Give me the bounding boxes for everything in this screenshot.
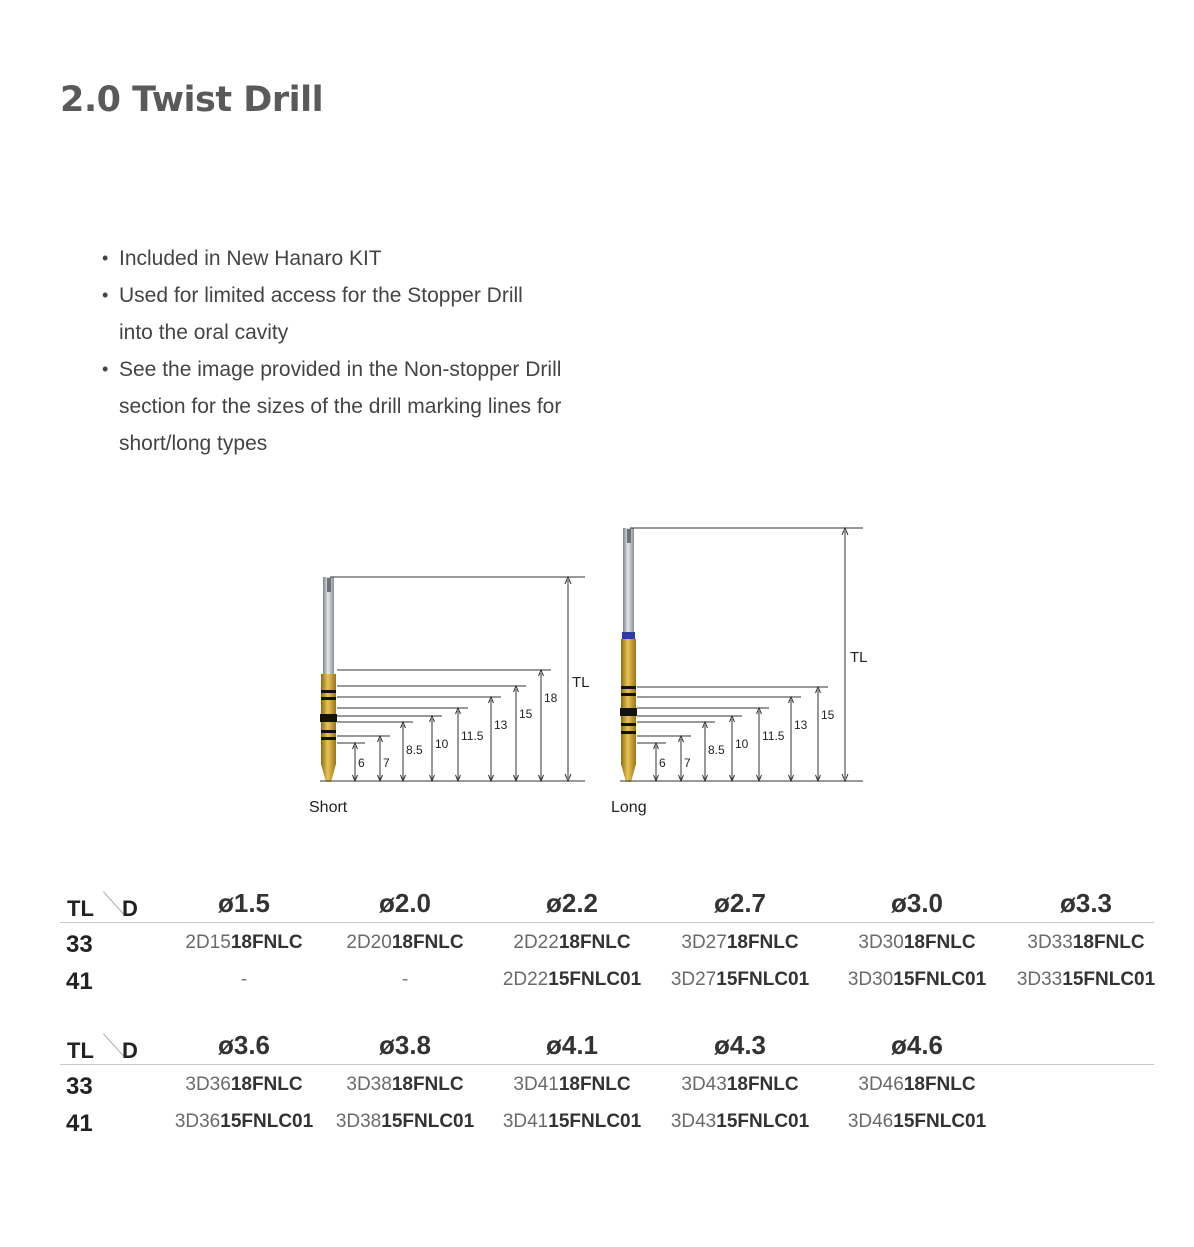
short-dimension-lines bbox=[320, 577, 585, 781]
product-code: - bbox=[240, 969, 248, 990]
diameter-header: ø4.6 bbox=[890, 1030, 944, 1060]
feature-item: • See the image provided in the Non-stopper Drill section for the sizes of the drill marking lines for short/long types bbox=[101, 351, 621, 462]
diameter-header: ø3.0 bbox=[890, 888, 944, 918]
long-tl-label: TL bbox=[850, 649, 868, 666]
product-code: 3D2715FNLC01 bbox=[670, 969, 810, 990]
d-header: D bbox=[122, 896, 138, 921]
short-mark-label: 8.5 bbox=[406, 743, 423, 757]
short-mark-label: 13 bbox=[494, 718, 508, 732]
long-mark-label: 13 bbox=[794, 718, 808, 732]
tl-value: 33 bbox=[66, 931, 93, 958]
product-code: 3D3818FNLC bbox=[346, 1074, 464, 1095]
diameter-header: ø3.8 bbox=[378, 1030, 432, 1060]
feature-item: • Used for limited access for the Stopper Drill into the oral cavity bbox=[101, 277, 621, 351]
product-code: 3D4615FNLC01 bbox=[847, 1111, 987, 1132]
long-flute bbox=[621, 639, 636, 764]
product-code: 3D3615FNLC01 bbox=[174, 1111, 314, 1132]
page-title: 2.0 Twist Drill bbox=[60, 80, 324, 120]
short-mark-label: 11.5 bbox=[461, 729, 484, 743]
product-table-1 bbox=[60, 882, 1154, 997]
short-tl-label: TL bbox=[572, 674, 590, 691]
product-code: 2D1518FNLC bbox=[185, 932, 303, 953]
short-mark-label: 6 bbox=[358, 756, 365, 770]
tl-value: 41 bbox=[66, 968, 93, 995]
product-code: 3D3315FNLC01 bbox=[1016, 969, 1156, 990]
product-code: 3D2718FNLC bbox=[681, 932, 799, 953]
diameter-header: ø2.2 bbox=[545, 888, 599, 918]
diameter-header: ø3.3 bbox=[1059, 888, 1113, 918]
header-divider bbox=[103, 1033, 124, 1056]
short-mark-label: 10 bbox=[435, 737, 449, 751]
long-drill bbox=[620, 528, 637, 782]
product-code: 3D3618FNLC bbox=[185, 1074, 303, 1095]
product-table-2 bbox=[60, 1024, 1154, 1139]
long-mark-label: 7 bbox=[684, 756, 691, 770]
tl-value: 41 bbox=[66, 1110, 93, 1137]
long-mark-label: 11.5 bbox=[762, 729, 785, 743]
product-code: 2D2218FNLC bbox=[513, 932, 631, 953]
long-shank bbox=[623, 528, 634, 632]
product-code: 3D3318FNLC bbox=[1027, 932, 1145, 953]
table-row bbox=[60, 960, 1154, 997]
product-code: 3D3815FNLC01 bbox=[335, 1111, 475, 1132]
long-drill-label: Long bbox=[611, 799, 647, 816]
tl-header: TL bbox=[67, 1038, 94, 1063]
product-code: 3D3015FNLC01 bbox=[847, 969, 987, 990]
product-code: 3D4315FNLC01 bbox=[670, 1111, 810, 1132]
short-mark-label: 18 bbox=[544, 691, 558, 705]
long-mark-label: 6 bbox=[659, 756, 666, 770]
product-code: 3D4118FNLC bbox=[513, 1074, 631, 1095]
table-header bbox=[60, 882, 1154, 923]
tl-header: TL bbox=[67, 896, 94, 921]
table-row bbox=[60, 1065, 1154, 1102]
long-mark-label: 8.5 bbox=[708, 743, 725, 757]
diameter-header: ø4.1 bbox=[545, 1030, 599, 1060]
diameter-header: ø2.7 bbox=[713, 888, 767, 918]
d-header: D bbox=[122, 1038, 138, 1063]
diameter-header: ø4.3 bbox=[713, 1030, 767, 1060]
long-mark-label: 15 bbox=[821, 708, 835, 722]
product-code: 3D3018FNLC bbox=[858, 932, 976, 953]
tl-value: 33 bbox=[66, 1073, 93, 1100]
product-code: 3D4618FNLC bbox=[858, 1074, 976, 1095]
short-drill bbox=[320, 577, 337, 782]
long-mark-label: 10 bbox=[735, 737, 749, 751]
product-code: 3D4115FNLC01 bbox=[502, 1111, 642, 1132]
diameter-header: ø1.5 bbox=[217, 888, 271, 918]
short-drill-label: Short bbox=[309, 799, 348, 816]
table-row bbox=[60, 1102, 1154, 1139]
diameter-header: ø3.6 bbox=[217, 1030, 271, 1060]
table-row bbox=[60, 923, 1154, 960]
short-mark-label: 15 bbox=[519, 707, 533, 721]
feature-item: • Included in New Hanaro KIT bbox=[101, 240, 621, 277]
table-header bbox=[60, 1024, 1154, 1065]
short-mark-label: 7 bbox=[383, 756, 390, 770]
header-divider bbox=[103, 891, 124, 914]
diameter-header: ø2.0 bbox=[378, 888, 432, 918]
product-code: - bbox=[401, 969, 409, 990]
product-code: 2D2215FNLC01 bbox=[502, 969, 642, 990]
product-code: 2D2018FNLC bbox=[346, 932, 464, 953]
blue-ring bbox=[622, 632, 635, 639]
product-code: 3D4318FNLC bbox=[681, 1074, 799, 1095]
